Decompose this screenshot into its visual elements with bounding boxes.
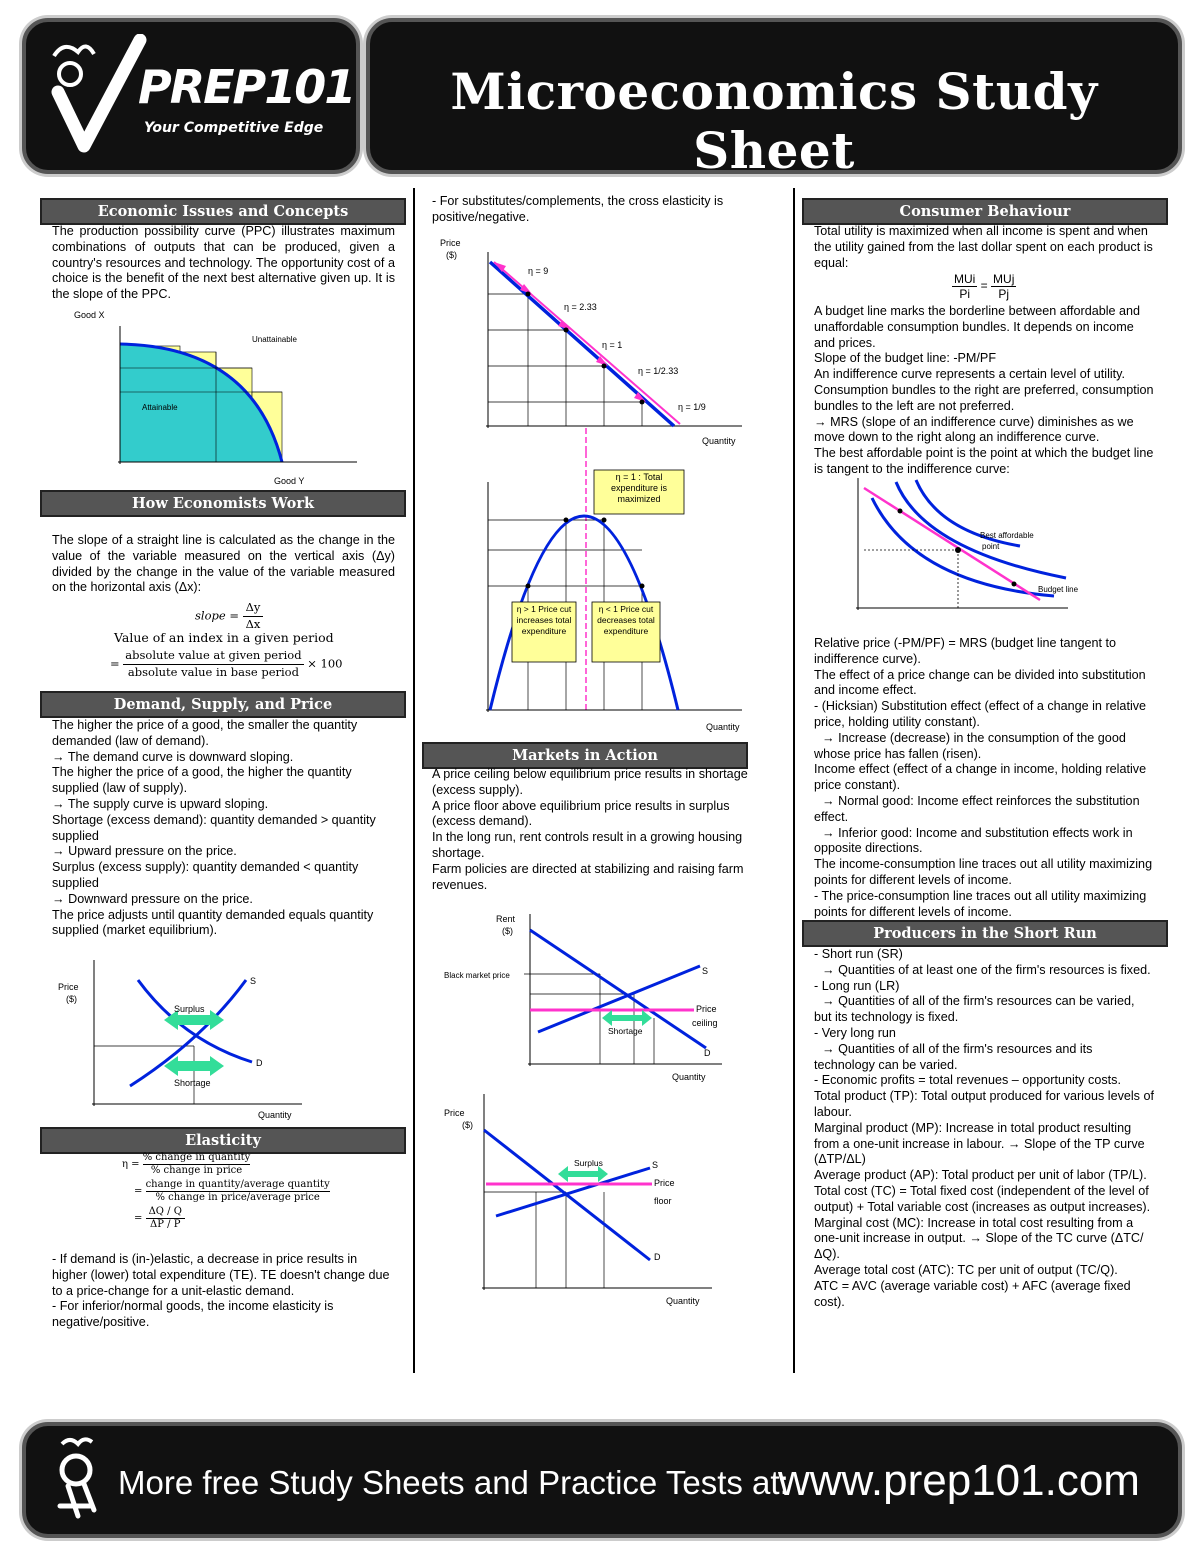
elast-yunit: ($) <box>446 250 457 260</box>
ceiling-price-label: Price <box>696 1004 717 1014</box>
demand-supply-text <box>52 718 395 939</box>
consumer-line: → Inferior good: Income and substitution effects work in opposite directions. <box>814 825 1133 856</box>
producer-line: - Economic profits = total revenues – opportunity costs. <box>814 1073 1121 1088</box>
elast-ylabel: Price <box>440 238 461 248</box>
footer-url-link[interactable]: www.prep101.com <box>778 1456 1140 1505</box>
elasticity-line: - If demand is (in-)elastic, a decrease in price results in higher (lower) total expenditure (TE). TE doesn't change due to a price-change for a unit-elastic demand. <box>52 1252 390 1298</box>
ppc-ylabel: Good X <box>74 310 105 320</box>
section-header-demand-supply: Demand, Supply, and Price <box>40 691 406 718</box>
consumer-line: Slope of the budget line: -PM/PF <box>814 351 997 366</box>
producer-line: Total product (TP): Total output produced for various levels of labour. <box>814 1089 1154 1119</box>
ceiling-ceiling-label: ceiling <box>692 1018 718 1028</box>
consumer-line: An indifference curve represents a certain level of utility. Consumption bundles to the right are preferred, consumption bundles to the left are not preferred. <box>814 367 1154 413</box>
consumer-line: - (Hicksian) Substitution effect (effect of a change in relative price, holding utility constant). <box>814 699 1147 729</box>
ic-best-point <box>955 547 961 553</box>
elast-grid <box>488 294 642 426</box>
price-ceiling-chart <box>432 900 757 1084</box>
column-divider-2 <box>793 188 795 1373</box>
section-header-producers: Producers in the Short Run <box>802 920 1168 947</box>
demand-line: Surplus (excess supply): quantity demanded < quantity supplied <box>52 860 359 890</box>
elasticity-text <box>52 1252 395 1331</box>
producer-line: - Short run (SR) <box>814 947 903 961</box>
cross-elasticity-text: - For substitutes/complements, the cross elasticity is positive/negative. <box>432 194 724 224</box>
slope-formula: slope = $\frac{\Delta y}{\Delta x}$ <box>195 600 263 633</box>
indifference-curve-chart <box>814 474 1154 624</box>
producer-line: Marginal product (MP): Increase in total product resulting from a one-unit increase in labour. → Slope of the TP curve (ΔTP/ΔL) <box>814 1120 1145 1167</box>
markets-text <box>432 767 757 893</box>
consumer-intro: Total utility is maximized when all income is spent and when the utility gained from the last dollar spent on each product is equal: <box>814 224 1153 270</box>
consumer-line: The best affordable point is the point at which the budget line is tangent to the indifference curve: <box>814 446 1154 476</box>
elast-arc-line <box>494 262 680 424</box>
column-divider-1 <box>413 188 415 1373</box>
markets-line: A price floor above equilibrium price results in surplus (excess demand). <box>432 798 730 829</box>
ceiling-s-label: S <box>702 966 709 976</box>
elast-demand-line <box>490 262 674 426</box>
sd-xlabel: Quantity <box>258 1110 292 1120</box>
elast-label-1: η = 1 <box>602 340 623 350</box>
producer-line: - Very long run <box>814 1025 896 1040</box>
elasticity-line: - For inferior/normal goods, the income elasticity is negative/positive. <box>52 1299 334 1330</box>
producer-line: Average product (AP): Total product per unit of labor (TP/L). <box>814 1168 1147 1183</box>
sd-surplus-label: Surplus <box>174 1004 205 1014</box>
sd-ylabel: Price <box>58 982 79 992</box>
mascot-icon <box>48 1436 108 1524</box>
consumer-line: - The price-consumption line traces out all utility maximizing points for different levels of income. <box>814 888 1147 919</box>
producer-line: Marginal cost (MC): Increase in total cost resulting from a one-unit increase in output. → Slope of the TC curve (ΔTC/ΔQ). <box>814 1215 1144 1262</box>
producer-line: ATC = AVC (average variable cost) + AFC (average fixed cost). <box>814 1278 1131 1309</box>
producer-line: Average total cost (ATC): TC per unit of output (TC/Q). <box>814 1262 1118 1277</box>
ceiling-d-label: D <box>704 1048 711 1058</box>
elast-label-1-233: η = 1/2.33 <box>638 366 679 376</box>
consumer-text-2 <box>814 636 1154 920</box>
logo-wordmark: PREP101 <box>138 60 355 114</box>
consumer-line: → Normal good: Income effect reinforces the substitution effect. <box>814 793 1140 824</box>
producer-line: → Quantities of at least one of the firm's resources is fixed. <box>822 962 1151 977</box>
section-header-elasticity: Elasticity <box>40 1127 406 1154</box>
ppc-attainable-label: Attainable <box>142 403 178 412</box>
consumer-line: Income effect (effect of a change in income, holding relative price constant). <box>814 762 1147 793</box>
te-xlabel: Quantity <box>706 722 740 732</box>
elasticity-formula: η = % change in quantity % change in price = change in quantity/average quantity % change in price/average price = $\frac{\Delta Q / Q}{\Delta P / P}$ <box>122 1152 330 1230</box>
floor-xlabel: Quantity <box>666 1296 700 1306</box>
sd-d-label: D <box>256 1058 263 1068</box>
producer-line: → Quantities of all of the firm's resources can be varied, but its technology is fixed. <box>814 994 1135 1025</box>
section-header-markets: Markets in Action <box>422 742 748 769</box>
consumer-line: A budget line marks the borderline between affordable and unaffordable consumption bundles. It depends on income and prices. <box>814 304 1141 350</box>
consumer-line: The effect of a price change can be divided into substitution and income effect. <box>814 667 1146 698</box>
section-header-how-economists: How Economists Work <box>40 490 406 517</box>
demand-line: → The demand curve is downward sloping. <box>52 749 294 764</box>
demand-line: → Downward pressure on the price. <box>52 891 253 906</box>
te-box-right-text: η < 1 Price cut decreases total expenditure <box>597 604 655 636</box>
ic-best-label-2: point <box>982 542 1000 551</box>
mascot-check-icon <box>40 34 150 159</box>
markets-line: In the long run, rent controls result in a growing housing shortage. <box>432 830 743 860</box>
page-title: Microeconomics Study Sheet <box>450 62 1098 180</box>
ppc-unattainable-label: Unattainable <box>252 335 297 344</box>
slope-paragraph: The slope of a straight line is calculated as the change in the value of the variable measured on the vertical axis (Δy) divided by the change in the value of the variable measured on the horizontal axis (Δx): <box>52 533 395 595</box>
floor-floor-label: floor <box>654 1196 672 1206</box>
demand-line: The higher the price of a good, the smaller the quantity demanded (law of demand). <box>52 718 358 748</box>
footer-text: More free Study Sheets and Practice Tests at: <box>118 1464 789 1501</box>
ceiling-black-market-label: Black market price <box>444 971 510 980</box>
sd-shortage-label: Shortage <box>174 1078 211 1088</box>
te-box-top-text: η = 1 : Total expenditure is maximized <box>610 472 668 504</box>
ceiling-yunit: ($) <box>502 926 513 936</box>
ceiling-ylabel: Rent <box>496 914 516 924</box>
elasticity-demand-chart <box>432 232 757 452</box>
elast-label-9: η = 9 <box>528 266 549 276</box>
section-header-consumer: Consumer Behaviour <box>802 198 1168 225</box>
elast-label-233: η = 2.33 <box>564 302 597 312</box>
consumer-line: The income-consumption line traces out all utility maximizing points for different levels of income. <box>814 857 1153 887</box>
producer-line: → Quantities of all of the firm's resources and its technology can be varied. <box>814 1041 1093 1072</box>
elast-xlabel: Quantity <box>702 436 736 446</box>
demand-line: → The supply curve is upward sloping. <box>52 796 269 811</box>
mu-formula: MUi Pi = MUj Pj <box>954 272 1015 301</box>
floor-yunit: ($) <box>462 1120 473 1130</box>
ceiling-xlabel: Quantity <box>672 1072 706 1082</box>
ceiling-shortage-label: Shortage <box>608 1026 643 1036</box>
logo-banner <box>22 18 360 174</box>
demand-line: Shortage (excess demand): quantity demanded > quantity supplied <box>52 812 376 843</box>
title-banner <box>366 18 1182 180</box>
floor-grid <box>484 1192 604 1288</box>
section-header-econ-issues: Economic Issues and Concepts <box>40 198 406 225</box>
consumer-line: → MRS (slope of an indifference curve) diminishes as we move down to the right along an indifference curve. <box>814 414 1134 445</box>
markets-line: Farm policies are directed at stabilizing and raising farm revenues. <box>432 861 744 892</box>
sd-yunit: ($) <box>66 994 77 1004</box>
ic-budget-label: Budget line <box>1038 585 1079 594</box>
footer-banner <box>22 1422 1182 1538</box>
floor-price-label: Price <box>654 1178 675 1188</box>
floor-s-label: S <box>652 1160 659 1170</box>
ic-best-label-1: Best affordable <box>980 531 1034 540</box>
producers-text <box>814 947 1154 1310</box>
ppc-chart <box>52 306 395 486</box>
elast-label-1-9: η = 1/9 <box>678 402 706 412</box>
supply-demand-chart <box>52 954 395 1124</box>
total-expenditure-chart <box>432 452 757 734</box>
floor-surplus-label: Surplus <box>574 1158 603 1168</box>
producer-line: - Long run (LR) <box>814 978 900 993</box>
index-formula: = absolute value at given period absolute value in base period × 100 <box>110 648 343 679</box>
producer-line: Total cost (TC) = Total fixed cost (independent of the level of output) + Total variable cost (increases as output increases). <box>814 1183 1151 1214</box>
ceiling-supply-line <box>538 966 700 1032</box>
te-box-left-text: η > 1 Price cut increases total expenditure <box>516 604 572 636</box>
index-formula-title: Value of an index in a given period <box>114 630 334 645</box>
sd-s-label: S <box>250 976 257 986</box>
ppc-paragraph: The production possibility curve (PPC) illustrates maximum combinations of outputs that can be produced, given a country's resources and technology. The opportunity cost of a choice is the benefit of the next best alternative given up. It is the slope of the PPC. <box>52 224 395 302</box>
markets-line: A price ceiling below equilibrium price results in shortage (excess supply). <box>432 767 748 797</box>
consumer-line: Relative price (-PM/PF) = MRS (budget line tangent to indifference curve). <box>814 636 1117 666</box>
ceiling-shortage-arrow <box>602 1010 652 1026</box>
floor-surplus-arrow <box>558 1166 608 1182</box>
logo-tagline: Your Competitive Edge <box>144 120 324 136</box>
price-floor-chart <box>432 1094 757 1314</box>
demand-line: The price adjusts until quantity demanded equals quantity supplied (market equilibrium). <box>52 907 374 938</box>
demand-line: → Upward pressure on the price. <box>52 844 237 859</box>
consumer-text-1 <box>814 304 1154 478</box>
floor-ylabel: Price <box>444 1108 465 1118</box>
consumer-line: → Increase (decrease) in the consumption of the good whose price has fallen (risen). <box>814 730 1126 761</box>
floor-d-label: D <box>654 1252 661 1262</box>
demand-line: The higher the price of a good, the higher the quantity supplied (law of supply). <box>52 765 352 796</box>
ppc-xlabel: Good Y <box>274 476 305 486</box>
